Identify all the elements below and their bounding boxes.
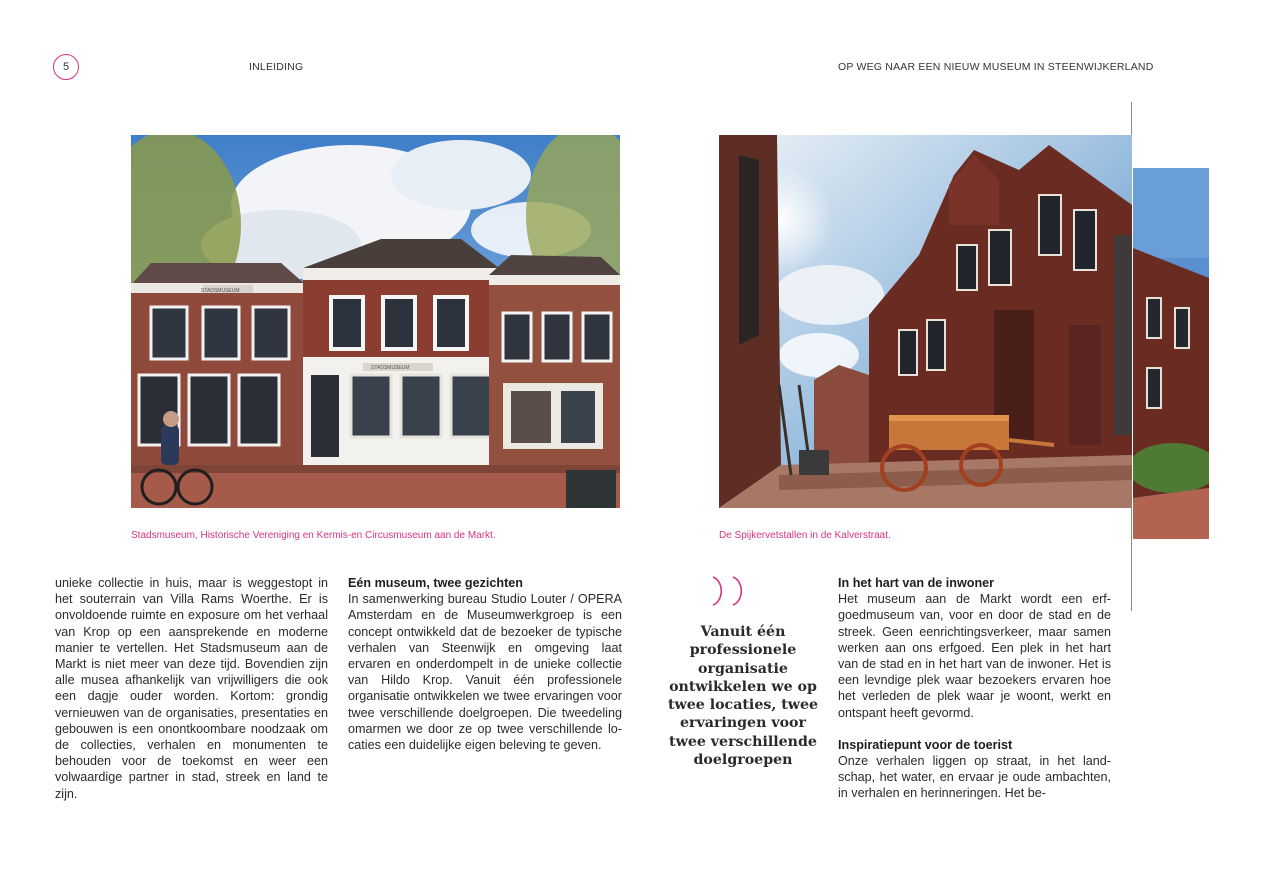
caption-photo-1: Stadsmuseum, Historische Vereniging en Kermis-en Circusmuseum aan de Markt. [131,530,496,541]
pull-quote: Vanuit één professionele organisatie ontwikkelen we op twee locaties, twee ervaringen voor twee verschillende doelgroepen [667,624,819,769]
body-column-4 [838,575,1111,802]
photo-spijkervetstallen [719,135,1132,508]
photo-partial-street [1133,168,1209,539]
section-heading: In het hart van de inwoner [838,576,995,590]
section-title-left: INLEIDING [249,61,304,73]
quote-mark-icon [709,574,751,608]
section-title-right: OP WEG NAAR EEN NIEUW MUSEUM IN STEENWIJKERLAND [838,61,1154,73]
photo-markt-museum [131,135,620,508]
body-column-2 [348,575,622,753]
body-text-paragraph: unieke collectie in huis, maar is weggestopt in het souterrain van Villa Rams Woerthe. Er is onvoldoende ruimte en exposure om het verhaal van Krop op een aansprekende en moderne manier te vertellen. Het Stadsmuseum aan de Markt is niet meer van deze tijd. Bovendien zijn alle musea afhankelijk van vrijwilligers die ook een dagje ouder worden. Kortom: grondig vernieuwen van de organisaties, presentaties en gebouwen is een onontkoombare noodzaak om de collecties, verhalen en monumenten te behouden voor de toekomst en weer een volwaardige partner in stad, streek en land te zijn. [55,576,328,801]
page-number-badge: 5 [53,54,79,80]
body-text-paragraph: Onze verhalen liggen op straat, in het landschap, het water, en ervaar je oude ambachten, in verhalen en herinneringen. Het be- [838,754,1111,801]
body-text-paragraph: Het museum aan de Markt wordt een erfgoedmuseum van, voor en door de stad en de streek. Geen eenrichtingsverkeer, maar samen werken aan ons erfgoed. Een plek in het hart van de stad en in het hart van de inwoner. Het is een levndige plek waar bezoekers ervaren hoe het verleden de plek waar je woont, werkt en ontspant heeft gevormd. [838,592,1111,720]
caption-photo-2: De Spijkervetstallen in de Kalverstraat. [719,530,891,541]
museum-sign-text: STADSMUSEUM [201,288,240,294]
section-heading: Eén museum, twee gezichten [348,576,523,590]
section-heading: Inspiratiepunt voor de toerist [838,737,1013,752]
body-text-paragraph: In samenwerking bureau Studio Louter / OPERA Amsterdam en de Museumwerkgroep is een concept ontwikkeld dat de bezoeker de typische verhalen van Steenwijk en omgeving laat ervaren en onderdompelt in de unieke collectie van Hildo Krop. Vanuit één professionele organisatie ontwikkelen we twee ervaringen voor twee verschillende doelgroepen. Die tweedeling omarmen we door ze op twee verschillende locaties een duidelijke eigen beleving te geven. [348,592,622,753]
entrance-sign-text: STADSMUSEUM [371,365,410,371]
body-column-1 [55,575,328,802]
